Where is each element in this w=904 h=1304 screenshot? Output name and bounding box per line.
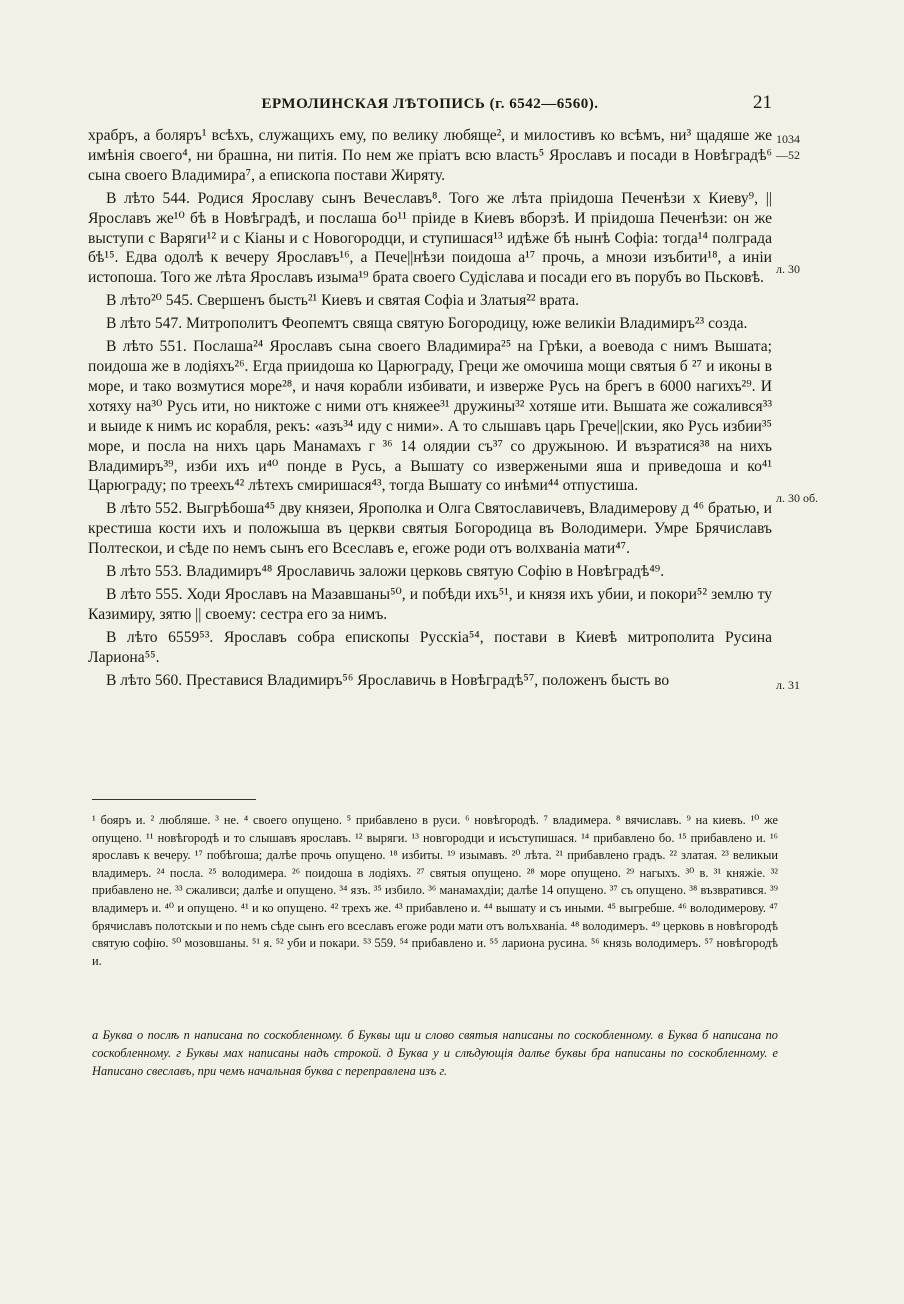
margin-year-range-bottom: —52 [776,148,800,162]
variant-notes [92,1026,778,1080]
margin-leaf-30: л. 30 [776,262,800,276]
footnotes-text: ¹ бояръ и. ² любляше. ³ не. ⁴ своего опущено. ⁵ прибавлено в руси. ⁶ новѣгородѣ. ⁷ владимера. ⁸ вячиславъ. ⁹ на киевъ. ¹⁰ же опущено. ¹¹ новѣгородѣ и то слышавъ ярославъ. ¹² выряги. ¹³ новгородци и исъступишася. ¹⁴ прибавлено бо. ¹⁵ прибавлено и. ¹⁶ ярославъ к вечеру. ¹⁷ побѣгоша; далѣе прочь опущено. ¹⁸ избиты. ¹⁹ изымавъ. ²⁰ лѣта. ²¹ прибавлено градъ. ²² златая. ²³ великыи владимеръ. ²⁴ посла. ²⁵ володимера. ²⁶ поидоша в лодіяхъ. ²⁷ святыя опущено. ²⁸ море опущено. ²⁹ нагыхъ. ³⁰ в. ³¹ княжіе. ³² прибавлено не. ³³ сжаливси; далѣе и опущено. ³⁴ язъ. ³⁵ избило. ³⁶ манамахдіи; далѣе 14 опущено. ³⁷ съ опущено. ³⁸ възвратився. ³⁹ владимеръ и. ⁴⁰ и опущено. ⁴¹ и ко опущено. ⁴² трехъ же. ⁴³ прибавлено и. ⁴⁴ вышату и съ иными. ⁴⁵ выгребше. ⁴⁶ володимерову. ⁴⁷ брячиславъ полотскыи и по немъ сѣде сынъ его всеславъ егоже роди мати отъ волъхваніа. ⁴⁸ володимеръ. ⁴⁹ церковь в новѣгородѣ святую софію. ⁵⁰ мозовшаны. ⁵¹ я. ⁵² уби и покари. ⁵³ 559. ⁵⁴ прибавлено и. ⁵⁵ лариона русина. ⁵⁶ князь володимеръ. ⁵⁷ новѣгородѣ и. [92,813,778,968]
paragraph: В лѣто 553. Владимиръ⁴⁸ Ярославичь заложи церковь святую Софію в Новѣградѣ⁴⁹. [106,563,665,581]
margin-leaf-30-verso: л. 30 об. [776,491,819,505]
variant-notes-text: а Буква о послѣ п написана по соскобленному. б Буквы щи и слово святыя написаны по соскобленному. в Буква б написана по соскобленному. г Буквы мах написаны надъ строкой. д Буква у и слѣдующія далѣе буквы бра написаны по соскобленному. е Написано свеславъ, при чемъ начальная буква с переправлена изъ г. [92,1028,778,1078]
margin-leaf-31: л. 31 [776,678,800,692]
page-header [88,92,772,120]
paragraph: храбръ, а боляръ¹ всѣхъ, служащихъ ему, по велику любяще², и милостивъ ко всѣмъ, ни³ щадяше же имѣнія своего⁴, ни брашна, ни питія. По нем же пріатъ всю власть⁵ Ярославъ и посади в Новѣградѣ⁶ сына своего Владимира⁷, а епископа постави Жиряту. [88,127,772,184]
paragraph: В лѣто 6559⁵³. Ярославъ собра епископы Русскіа⁵⁴, постави в Киевѣ митрополита Русина Лариона⁵⁵. [88,628,772,666]
chronicle-text [88,126,772,693]
page-number: 21 [753,92,772,113]
paragraph: В лѣто 547. Митрополитъ Феопемтъ свяща святую Богородицу, юже великіи Владимиръ²³ созда. [106,315,748,333]
footnote-divider [92,799,256,800]
paragraph: В лѣто 552. Выгрѣбоша⁴⁵ дву князеи, Ярополка и Олга Святославичевъ, Владимерову д ⁴⁶ братью, и крестиша кости ихъ и положыша въ церкви святыя Богородица въ Володимери. Умре Брячиславъ Полтескои, и сѣде по немъ сынъ его Всеславъ е, егоже роди отъ волхваніа мати⁴⁷. [88,500,772,558]
paragraph: В лѣто 551. Послаша²⁴ Ярославъ сына своего Владимира²⁵ на Грѣки, а воевода с нимъ Вышата; поидоша же в лодіяхъ²⁶. Егда приидоша ко Царюграду, Греци же омочиша мощи святыя б ²⁷ и иконы в море, и тако возмутися море²⁸, и начя корабли избивати, и изверже Русь на брегъ в 6000 нагихъ²⁹. И хотяху на³⁰ Русь ити, но никтоже с ними отъ княжее³¹ дружины³² хотяше ити. Вышата же сожалився³³ и выиде к нимъ ис корабля, рекъ: «азъ³⁴ иду с ними». А то слышавъ царь Грече||скии, яко Русь избии³⁵ море, и посла на нихъ царь Манамахъ г ³⁶ 14 олядии съ³⁷ со дружыною. И възратися³⁸ на нихъ Владимиръ³⁹, изби ихъ и⁴⁰ пондe в Русь, а Вышату со извержеными яша и приведоша и ко⁴¹ Царюграду; по треехъ⁴² лѣтехъ смиришася⁴³, тогда Вышату со инѣми⁴⁴ отпустиша. [88,338,772,495]
footnotes [92,812,778,970]
running-title: ЕРМОЛИНСКАЯ ЛѢТОПИСЬ (г. 6542—6560). [261,96,599,112]
paragraph: В лѣто 544. Родися Ярославу сынъ Вечеславъ⁸. Того же лѣта пріидоша Печенѣзи х Киеву⁹, || Ярославъ же¹⁰ бѣ в Новѣградѣ, и послаша бо¹¹ пріиде в Киевъ вборзѣ. И пріидоша Печенѣзи: он же выступи с Варяги¹² и с Кіаны и с Новогородци, и ступишася¹³ идѣже бѣ нынѣ Софіа: тогда¹⁴ полграда бѣ¹⁵. Едва одолѣ к вечеру Ярославъ¹⁶, а Пече||нѣзи поидоша а¹⁷ прочь, а мнози изъбити¹⁸, а иніи истопоша. Того же лѣта Ярославъ изыма¹⁹ брата своего Судіслава и посади его въ порубъ во Пьсковѣ. [88,189,772,287]
paragraph: В лѣто 560. Преставися Владимиръ⁵⁶ Ярославичь в Новѣградѣ⁵⁷, положенъ бысть во [106,671,670,689]
paragraph: В лѣто²⁰ 545. Свершенъ бысть²¹ Киевъ и святая Софіа и Златыя²² врата. [106,292,580,310]
margin-year-range-top: 1034 [776,132,800,146]
paragraph: В лѣто 555. Ходи Ярославъ на Мазавшаны⁵⁰, и побѣди ихъ⁵¹, и князя ихъ убии, и покори⁵² землю ту Казимиру, зятю || своему: сестра его за нимъ. [88,585,772,623]
